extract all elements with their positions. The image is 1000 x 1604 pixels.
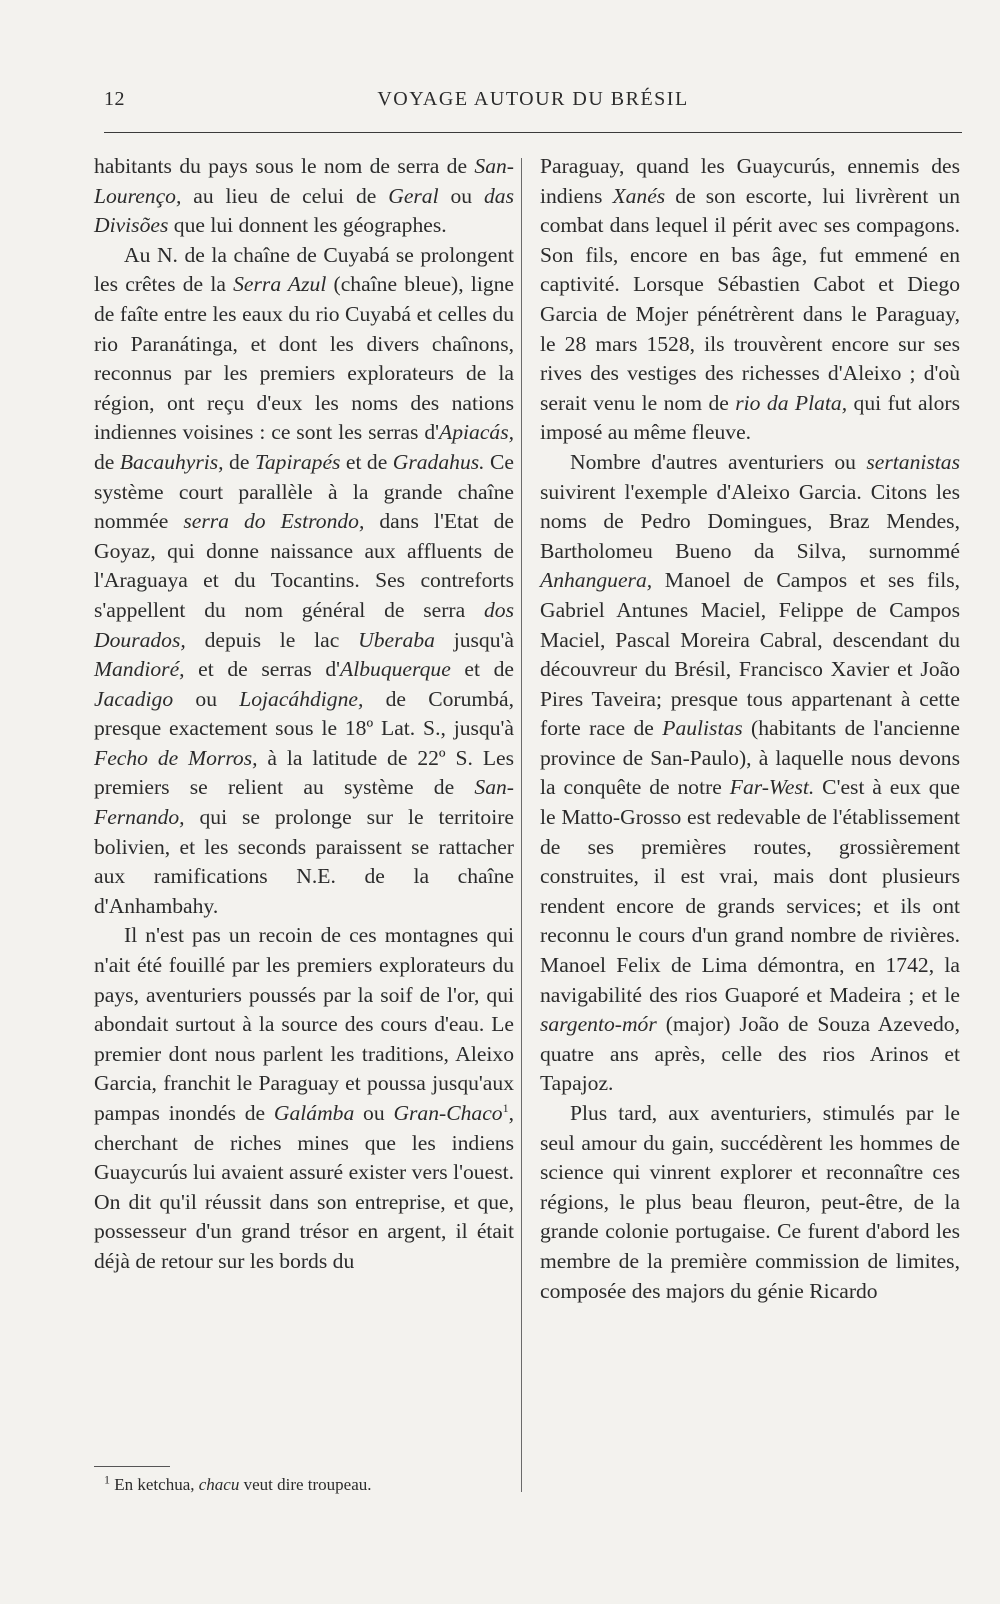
text-run: au lieu de celui de [181,183,389,208]
italic-place-name: serra do Estrondo, [183,509,365,534]
text-run: qui fut alors imposé au même fleuve. [540,390,960,445]
text-run: de Corumbá, presque exactement sous le 18º Lat. S., jusqu'à [94,686,514,741]
text-run: ou [173,686,240,711]
italic-place-name: Fecho de Morros, [94,745,258,770]
text-run: (habitants de l'ancienne province de San-Paulo), à laquelle nous devons la conquête de notre [540,716,960,800]
italic-place-name: Jacadigo [94,686,174,711]
text-run: que lui donnent les géographes. [168,213,447,238]
text-run: Au N. de la chaîne de Cuyabá se prolongent les crêtes de la [94,242,514,297]
text-run: Nombre d'autres aventuriers ou [570,449,867,474]
italic-place-name: San-Lourenço, [94,154,514,208]
text-run: ou [438,183,484,208]
italic-place-name: Galámba [273,1101,355,1125]
italic-place-name: Albuquerque [340,657,451,682]
text-run: Manoel de Campos et ses fils, Gabriel Antunes Maciel, Felippe de Campos Maciel, Pascal Moreira Cabral, descendant du découvreur du Brésil, Francisco Xavier et João Pires Taveira; presque tous appartenant à cette forte race de [540,568,960,741]
italic-place-name: Geral [388,183,439,208]
italic-place-name: Xanés [612,183,666,208]
text-run: de son escorte, lui livrèrent un combat dans lequel il périt avec ses compagons. Son fils, encore en bas âge, fut emmené en captivité. Lorsque Sébastien Cabot et Diego Garcia de Mojer pénétrèrent dans le Paraguay, le 28 mars 1528, ils trouvèrent encore sur ses rives des vestiges des richesses d'Aleixo ; d'où serait venu le nom de [540,183,960,415]
page-header [104,86,962,116]
left-column [94,152,514,1277]
text-run: Il n'est pas un recoin de ces montagnes qui n'ait été fouillé par les premiers explorateurs du pays, aventuriers poussés par la soif de l'or, qui abondait surtout à la source des cours d'eau. Le premier dont nous parlent les traditions, Aleixo Garcia, franchit le Paraguay et poussa jusqu'aux pampas inondés de [94,923,514,1125]
text-run: qui se prolonge sur le territoire bolivien, et les seconds paraissent se rattacher aux ramifications N.E. de la chaîne d'Anhambahy. [94,805,514,918]
text-run: C'est à eux que le Matto-Grosso est redevable de l'établissement de ses premières routes, grossièrement construites, il est vrai, mais dont plusieurs rendent encore de grands services; et ils ont reconnu le cours d'un grand nombre de rivières. Manoel Felix de Lima démontra, en 1742, la navigabilité des rios Guaporé et Madeira ; et le [540,775,960,1007]
italic-place-name: das Divisões [94,183,514,238]
italic-term: sertanistas [866,449,960,474]
italic-term: Far-West. [729,775,815,800]
paragraph [540,448,960,1099]
italic-term: Paulistas [662,716,743,741]
footnote-reference: 1 [502,1100,509,1115]
paragraph [540,1099,960,1306]
italic-term: sargento-mór [540,1012,657,1037]
italic-place-name: Uberaba [358,627,435,652]
footnote-rule [94,1466,170,1467]
text-run: , cherchant de riches mines que les indiens Guaycurús lui avaient assuré exister vers l'ouest. On dit qu'il réussit dans son entreprise, et que, possesseur d'un grand trésor en argent, il était déjà de retour sur les bords du [94,1101,515,1273]
text-run: Paraguay, quand les Guaycurús, ennemis des indiens [540,154,960,208]
running-title: VOYAGE AUTOUR DU BRÉSIL [377,88,689,110]
footnote-text: En ketchua, [110,1475,199,1494]
text-run: de [94,449,120,474]
italic-place-name: Tapirapés [254,449,341,474]
footnote-marker: 1 [104,1472,110,1487]
italic-place-name: Bacauhyris, [119,449,224,474]
text-run: dans l'Etat de Goyaz, qui donne naissance aux affluents de l'Araguaya et du Tocantins. Ses contreforts s'appellent du nom général de serra [94,509,515,622]
italic-place-name: rio da Plata, [735,390,848,415]
text-run: jusqu'à [434,627,514,652]
text-run: et de [340,449,393,474]
text-run: Ce système court parallèle à la grande chaîne nommée [94,449,514,534]
paragraph [94,921,514,1276]
italic-place-name: Gran-Chaco [393,1101,503,1125]
text-run: Plus tard, aux aventuriers, stimulés par le seul amour du gain, succédèrent les hommes de science qui vinrent explorer et reconnaître ces régions, le plus beau fleuron, peut-être, de la grande colonie portugaise. Ce furent d'abord les membre de la première commission de limites, composée des majors du génie Ricardo [540,1101,960,1303]
italic-place-name: Lojacáhdigne, [239,686,364,711]
text-run: depuis le lac [185,627,359,652]
text-run: suivirent l'exemple d'Aleixo Garcia. Citons les noms de Pedro Domingues, Braz Mendes, Bartholomeu Bueno da Silva, surnommé [540,479,960,563]
paragraph [94,152,514,241]
paragraph [94,241,514,922]
right-column [540,152,960,1306]
text-run: de [223,449,255,474]
italic-place-name: Mandioré, [94,657,185,682]
text-run: et de [450,657,514,682]
text-run: (chaîne bleue), ligne de faîte entre les eaux du rio Cuyabá et celles du rio Paranátinga, et dont les divers chaînons, reconnus par les premiers explorateurs de la région, ont reçu d'eux les noms des nations indiennes voisines : ce sont les serras d' [94,272,515,445]
italic-place-name: Gradahus. [392,449,485,474]
text-run: ou [354,1101,394,1125]
header-rule [104,132,962,133]
italic-place-name: Apiacás, [439,420,514,445]
footnote-italic-word: chacu [198,1475,240,1494]
italic-term: Anhanguera, [540,568,653,593]
page-number: 12 [104,88,125,110]
column-divider [521,158,522,1492]
text-run: à la latitude de 22º S. Les premiers se relient au système de [94,745,514,800]
footnote-text: veut dire troupeau. [239,1475,372,1494]
text-run: habitants du pays sous le nom de serra de [94,154,475,178]
italic-place-name: Serra Azul [233,272,327,297]
paragraph [540,152,960,448]
text-run: (major) João de Souza Azevedo, quatre ans après, celle des rios Arinos et Tapajoz. [540,1012,960,1096]
italic-place-name: San-Fernando, [94,775,514,830]
text-run: et de serras d' [184,657,341,682]
footnote [104,1474,524,1496]
italic-place-name: dos Dourados, [94,597,514,652]
